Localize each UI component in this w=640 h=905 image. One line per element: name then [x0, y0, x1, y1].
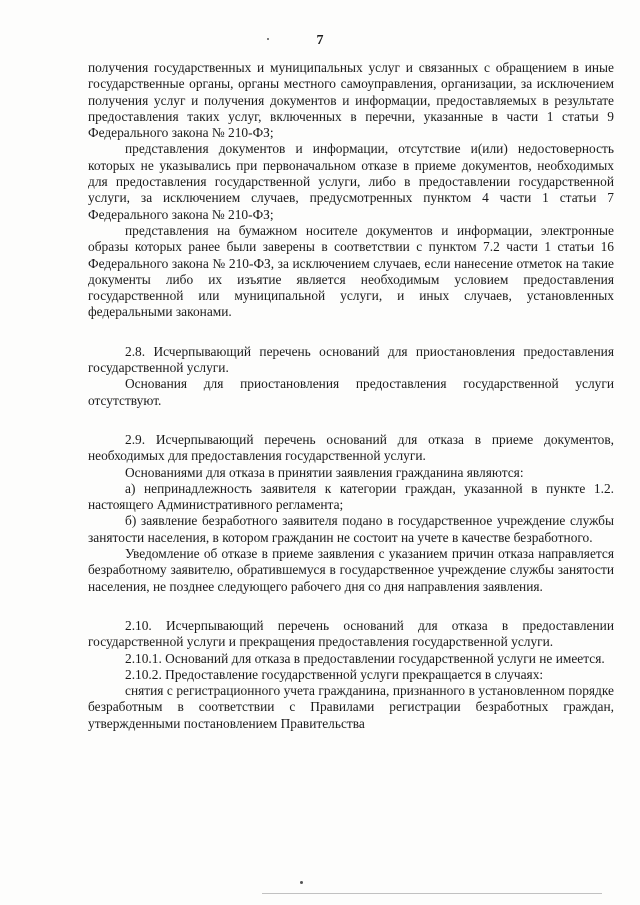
paragraph: Основаниями для отказа в принятии заявления гражданина являются: [125, 464, 524, 480]
scan-speck [300, 881, 303, 884]
paragraph: Уведомление об отказе в приеме заявления с указанием причин отказа направляется безработному заявителю, обратившемуся в государственное учреждение службы занятости населения, не позднее следующего рабочего дня со дня направления заявления. [88, 546, 614, 594]
scan-edge-line [262, 893, 602, 894]
paragraph-2-10-1: 2.10.1. Оснований для отказа в предоставлении государственной услуги не имеется. [125, 650, 605, 666]
section-heading-2-8: 2.8. Исчерпывающий перечень оснований для приостановления предоставления государственной услуги. [88, 343, 614, 376]
list-item-b: б) заявление безработного заявителя подано в государственное учреждение службы занятости населения, в котором гражданин не состоит на учете в качестве безработного. [88, 513, 614, 545]
document-body [88, 60, 614, 732]
section-heading-2-10: 2.10. Исчерпывающий перечень оснований для отказа в предоставлении государственной услуги и прекращения предоставления государственной услуги. [88, 617, 614, 650]
paragraph: представления на бумажном носителе документов и информации, электронные образы которых ранее были заверены в соответствии с пунктом 7.2 части 1 статьи 16 Федерального закона № 210-ФЗ, за исключением случаев, если нанесение отметок на такие документы либо их изъятие является необходимым условием предоставления государственной или муниципальной услуги, и иных случаев, установленных федеральными законами. [88, 222, 614, 320]
paragraph-2-10-2: 2.10.2. Предоставление государственной услуги прекращается в случаях: [125, 666, 544, 682]
paragraph-continuation: получения государственных и муниципальных услуг и связанных с обращением в иные государственные органы, органы местного самоуправления, организации, за исключением получения услуг и получения документов и информации, предоставляемых в результате предоставления таких услуг, включенных в перечни, указанные в части 1 статьи 9 Федерального закона № 210-ФЗ; [88, 60, 614, 141]
page-number: 7 [316, 33, 324, 48]
list-item-a: а) непринадлежность заявителя к категории граждан, указанной в пункте 1.2. настоящего Административного регламента; [88, 480, 614, 513]
paragraph: Основания для приостановления предоставления государственной услуги отсутствуют. [88, 376, 614, 408]
paragraph: снятия с регистрационного учета гражданина, признанного в установленном порядке безработным в соответствии с Правилами регистрации безработных граждан, утвержденными постановлением Правительства [88, 683, 614, 731]
section-heading-2-9: 2.9. Исчерпывающий перечень оснований для отказа в приеме документов, необходимых для предоставления государственной услуги. [88, 431, 614, 464]
paragraph: представления документов и информации, отсутствие и(или) недостоверность которых не указывались при первоначальном отказе в приеме документов, необходимых для предоставления государственной услуги, либо в предоставлении государственной услуги, за исключением случаев, предусмотренных пунктом 4 части 1 статьи 7 Федерального закона № 210-ФЗ; [88, 141, 614, 222]
scan-speck [267, 38, 269, 40]
